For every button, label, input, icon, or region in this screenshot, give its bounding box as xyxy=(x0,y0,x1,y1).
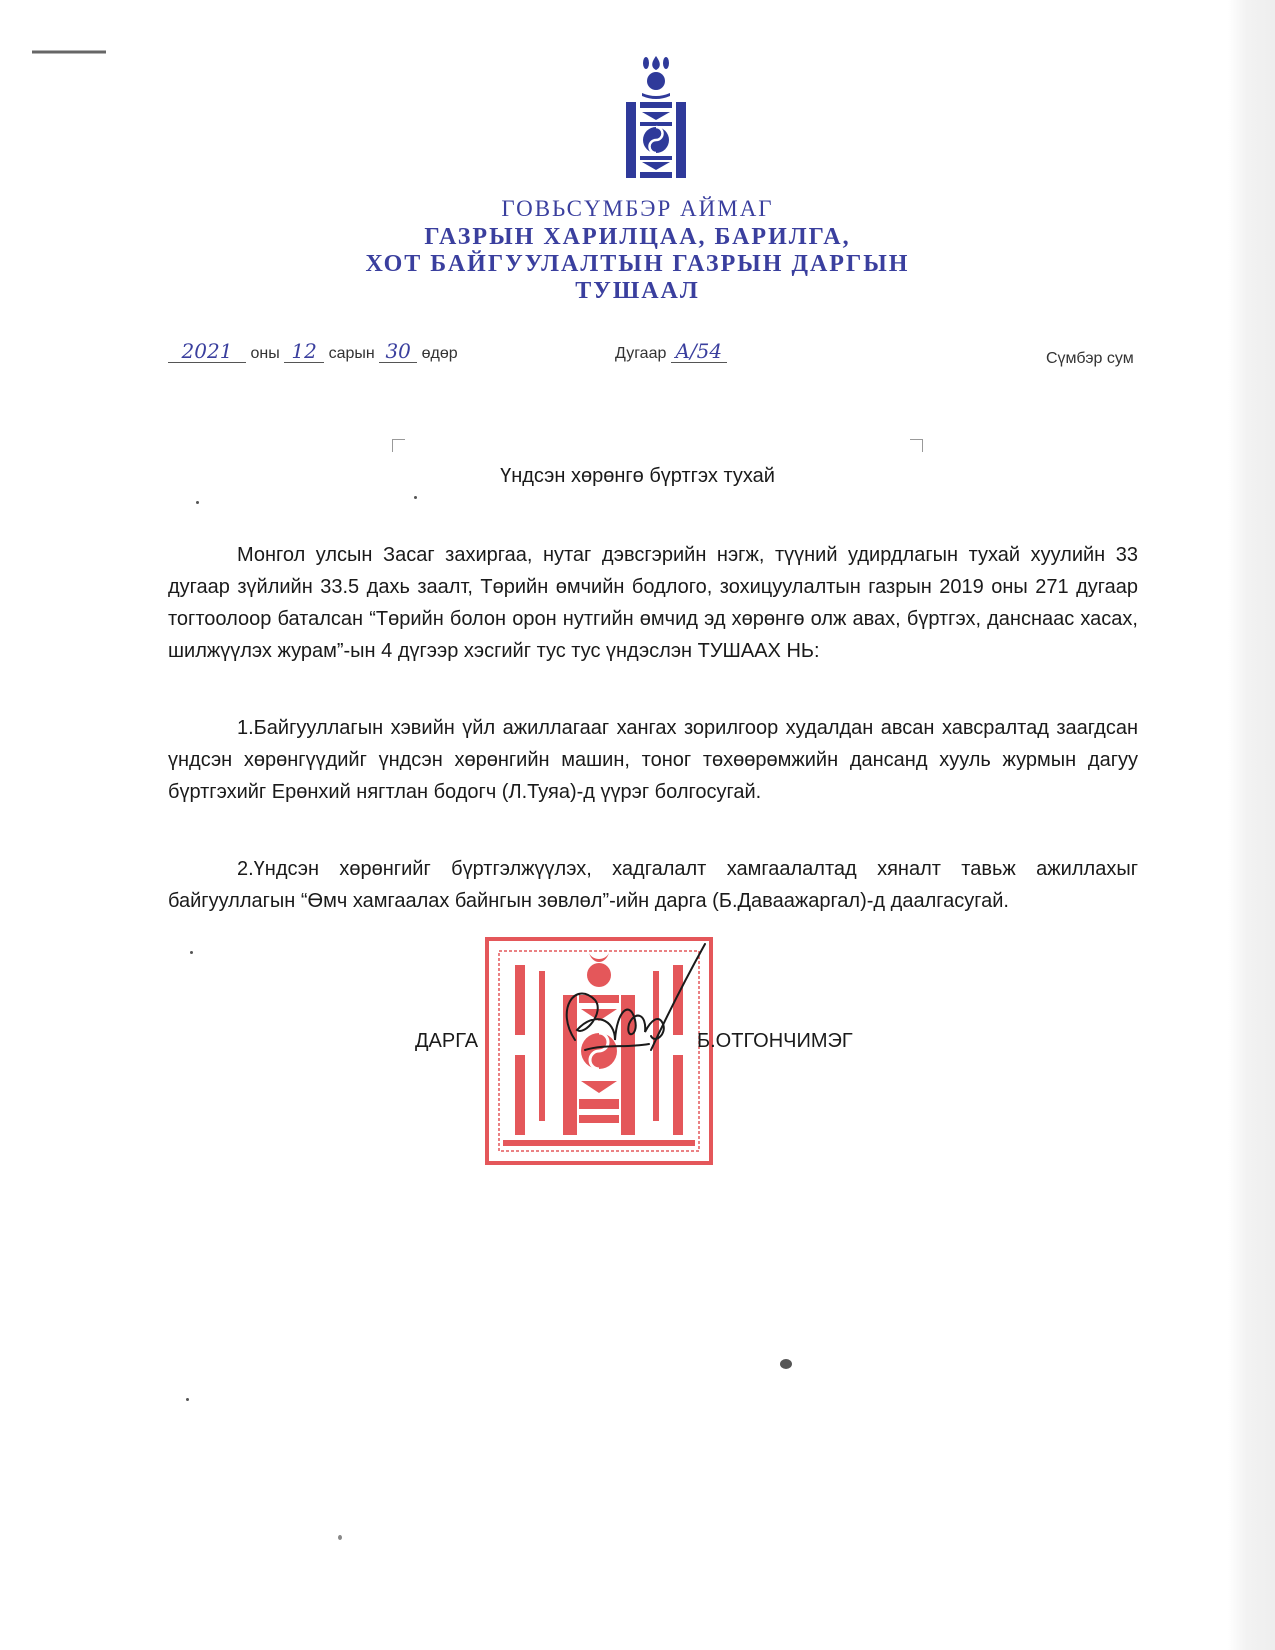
document-subject: Үндсэн хөрөнгө бүртгэх тухай xyxy=(500,465,775,487)
title-bracket-right xyxy=(910,439,923,452)
scan-speck xyxy=(196,501,199,504)
header-document-type: ТУШААЛ xyxy=(575,278,700,304)
number-label: Дугаар xyxy=(615,345,667,362)
body-preamble: Монгол улсын Засаг захиргаа, нутаг дэвсгэрийн нэгж, түүний удирдлагын тухай хуулийн 33 дугаар зүйлийн 33.5 дахь заалт, Төрийн өмчийн бодлого, зохицуулалтын газрын 2019 оны 271 дугаар тогтоолоор баталсан “Төрийн болон орон нутгийн өмчид эд хөрөнгө олж авах, бүртгэх, данснаас хасах, шилжүүлэх журам”-ын 4 дүгээр хэсгийг тус тус үндэслэн ТУШААХ НЬ: xyxy=(168,544,1138,662)
date-day: 30 xyxy=(379,340,417,363)
date-year-suffix: оны xyxy=(250,345,280,362)
date-month-suffix: сарын xyxy=(328,345,375,362)
date-year: 2021 xyxy=(168,340,246,363)
document-number xyxy=(615,340,727,363)
date-month: 12 xyxy=(284,340,324,363)
scan-speck xyxy=(414,496,417,499)
soyombo-emblem-icon xyxy=(622,54,690,184)
header-aimag: ГОВЬСҮМБЭР АЙМАГ xyxy=(501,196,774,221)
scan-speck xyxy=(780,1359,792,1369)
scan-speck xyxy=(190,951,193,954)
scan-speck xyxy=(186,1398,189,1401)
date-day-suffix: өдөр xyxy=(421,345,458,362)
handwritten-signature xyxy=(555,940,715,1090)
scan-speck xyxy=(338,1535,342,1540)
date-line xyxy=(168,340,458,363)
body-item-1: 1.Байгууллагын хэвийн үйл ажиллагааг хангах зорилгоор худалдан авсан хавсралтад заагдсан үндсэн хөрөнгүүдийг үндсэн хөрөнгийн машин, тоног төхөөрөмжийн дансанд хууль журмын дагуу бүртгэхийг Ерөнхий нягтлан бодогч (Л.Туяа)-д үүрэг болгосугай. xyxy=(168,717,1138,803)
number-value: A/54 xyxy=(671,340,727,363)
signatory-name: Б.ОТГОНЧИМЭГ xyxy=(697,1030,853,1052)
place: Сүмбэр сум xyxy=(1046,350,1134,367)
scan-mark xyxy=(30,42,108,48)
body-item-2: 2.Үндсэн хөрөнгийг бүртгэлжүүлэх, хадгалалт хамгаалалтад хяналт тавьж ажиллахыг байгууллагын “Өмч хамгаалах байнгын зөвлөл”-ийн дарга (Б.Даваажаргал)-д даалгасугай. xyxy=(168,858,1138,912)
signatory-title: ДАРГА xyxy=(415,1030,479,1052)
header-department-line1: ГАЗРЫН ХАРИЛЦАА, БАРИЛГА, xyxy=(424,224,851,250)
header-department-line2: ХОТ БАЙГУУЛАЛТЫН ГАЗРЫН ДАРГЫН xyxy=(365,251,910,277)
title-bracket-left xyxy=(392,439,405,452)
